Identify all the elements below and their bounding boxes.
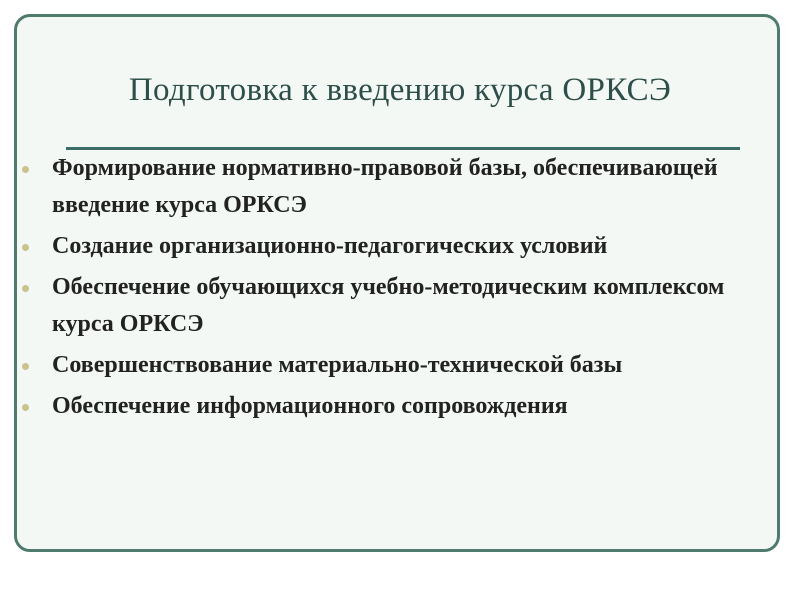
- round-bullet-icon: [22, 363, 29, 370]
- slide-title: Подготовка к введению курса ОРКСЭ: [128, 72, 672, 108]
- bullet-text: Совершенствование материально-технической базы: [52, 352, 623, 378]
- list-item: [22, 269, 782, 343]
- list-item: [22, 388, 782, 425]
- round-bullet-icon: [22, 285, 29, 292]
- bullet-text: Обеспечение обучающихся учебно-методическим комплексом курса ОРКСЭ: [52, 274, 725, 337]
- round-bullet-icon: [22, 404, 29, 411]
- round-bullet-icon: [22, 244, 29, 251]
- bullet-text: Обеспечение информационного сопровождения: [52, 393, 568, 419]
- round-bullet-icon: [22, 166, 29, 173]
- list-item: [22, 228, 782, 265]
- list-item: [22, 347, 782, 384]
- bullet-text: Формирование нормативно-правовой базы, обеспечивающей введение курса ОРКСЭ: [52, 155, 718, 218]
- bullet-text: Создание организационно-педагогических условий: [52, 233, 608, 259]
- bullet-list: [22, 150, 782, 429]
- list-item: [22, 150, 782, 224]
